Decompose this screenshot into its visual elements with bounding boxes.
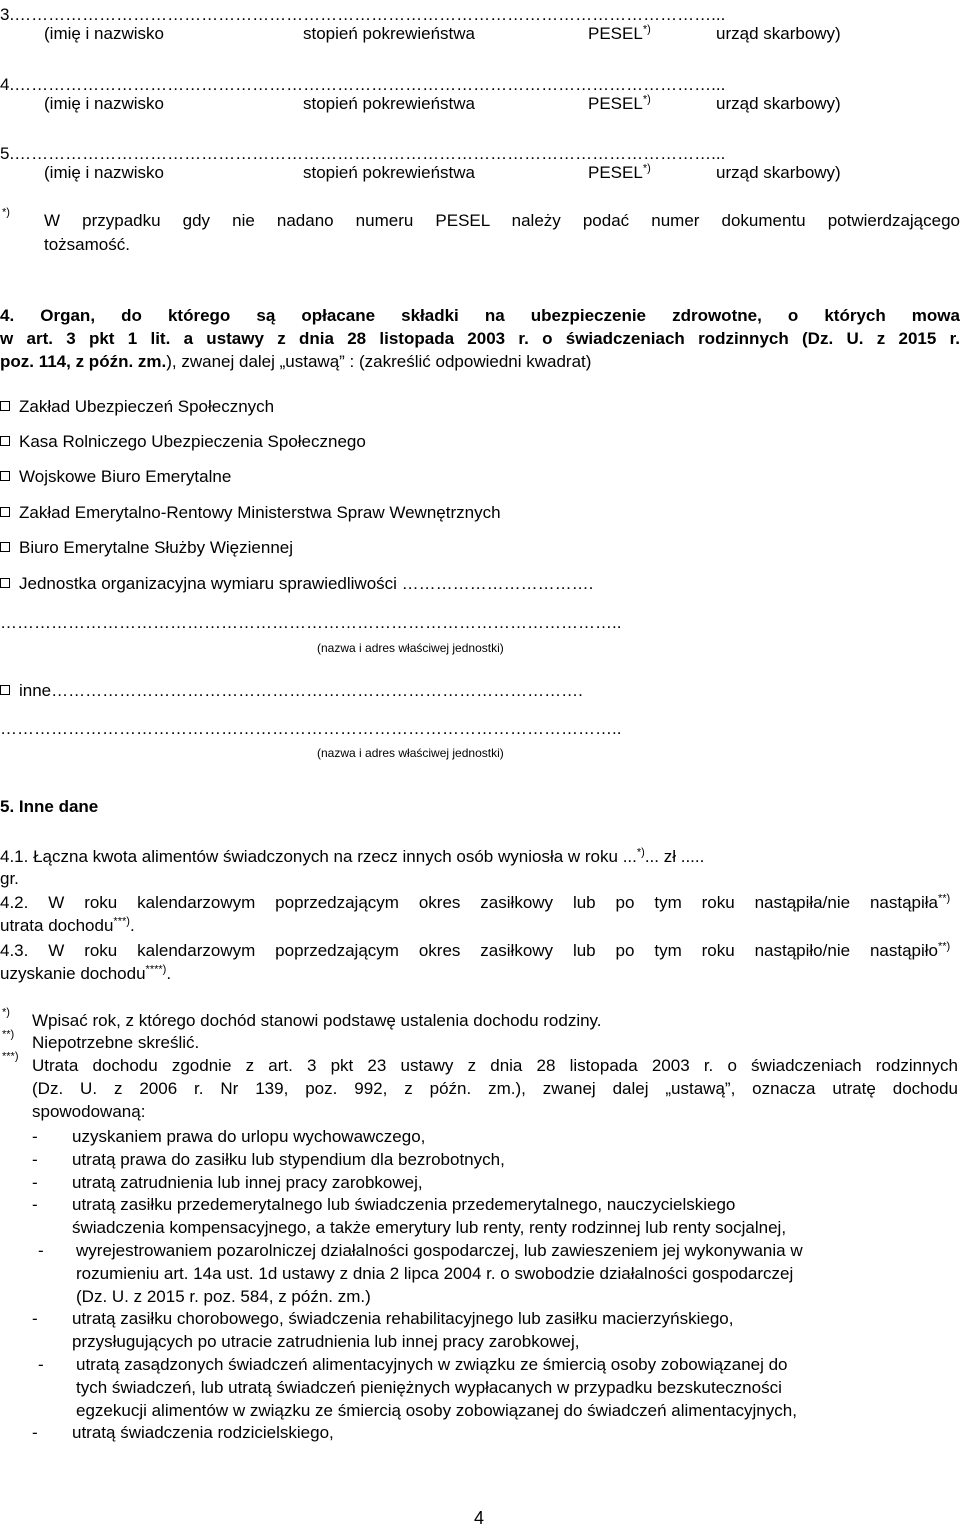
- footnote3-line3: spowodowaną:: [32, 1102, 146, 1121]
- item-4-3-line2: uzyskanie dochodu****).: [0, 963, 172, 983]
- organ-option[interactable]: [0, 537, 293, 558]
- person-office-label: urząd skarbowy): [716, 94, 841, 113]
- checkbox-icon[interactable]: [0, 685, 10, 695]
- pesel-note-line2: tożsamość.: [44, 235, 130, 254]
- footnote2-mark: **): [2, 1028, 15, 1041]
- reason-text-line: utratą zasądzonych świadczeń alimentacyjnych w związku ze śmiercią osoby zobowiązanej do: [76, 1355, 788, 1374]
- reason-text-line: rozumieniu art. 14a ust. 1d ustawy z dnia 2 lipca 2004 r. o swobodzie działalności gospodarczej: [76, 1263, 794, 1283]
- person-number-line: 5.……………………………………………………………………………………………………………...: [0, 144, 726, 163]
- item-4-2-text2: utrata dochodu: [0, 916, 114, 935]
- section4-heading-bold: poz. 114, z późn. zm.: [0, 352, 167, 371]
- reason-dash: -: [38, 1241, 44, 1260]
- section5-title: 5. Inne dane: [0, 797, 99, 816]
- checkbox-icon[interactable]: [0, 507, 10, 517]
- footnote1-text: Wpisać rok, z którego dochód stanowi podstawę ustalenia dochodu rodziny.: [32, 1011, 602, 1030]
- checkbox-icon[interactable]: [0, 542, 10, 552]
- reason-text-line: utratą zasiłku przedemerytalnego lub świadczenia przedemerytalnego, nauczycielskiego: [72, 1195, 736, 1215]
- item-4-1-tail: ... zł .....: [644, 847, 705, 866]
- item-4-3-mark2: ****): [145, 963, 167, 976]
- unit-dots-line: ………………………………………………………………………………………………..: [0, 613, 622, 632]
- page-number: 4: [474, 1508, 485, 1528]
- footnote3-line1: Utrata dochodu zgodnie z art. 3 pkt 23 ustawy z dnia 28 listopada 2003 r. o świadczeniach rodzinnych: [32, 1056, 958, 1075]
- pesel-note-line1: W przypadku gdy nie nadano numeru PESEL należy podać numer dokumentu potwierdzającego: [44, 211, 960, 230]
- item-4-1-line1: [0, 846, 960, 867]
- checkbox-icon[interactable]: [0, 471, 10, 481]
- reason-text-line: utratą świadczenia rodzicielskiego,: [72, 1423, 334, 1443]
- footnote1-mark: *): [2, 1006, 10, 1019]
- checkbox-icon[interactable]: [0, 436, 10, 446]
- item-4-2-line2: utrata dochodu***).: [0, 915, 135, 935]
- reason-text-line: (Dz. U. z 2015 r. poz. 584, z późn. zm.): [76, 1286, 371, 1306]
- item-4-1-line2: gr.: [0, 869, 19, 888]
- section4-heading-line3: [0, 351, 591, 372]
- reason-dash: -: [32, 1172, 38, 1192]
- item-4-2-line1: [0, 892, 960, 913]
- person-relation-label: stopień pokrewieństwa: [303, 94, 475, 113]
- section4-heading-line1: 4. Organ, do którego są opłacane składki na ubezpieczenie zdrowotne, o których mowa: [0, 306, 960, 325]
- item-4-2-text: 4.2. W roku kalendarzowym poprzedzającym okres zasiłkowy lub po tym roku nastąpiła/nie nastąpiła: [0, 893, 938, 912]
- reason-text-line: uzyskaniem prawa do urlopu wychowawczego,: [72, 1127, 426, 1146]
- organ-option-label: Wojskowe Biuro Emerytalne: [19, 467, 232, 486]
- reason-text-line: tych świadczeń, lub utratą świadczeń pieniężnych wypłacanych w przypadku bezskuteczności: [76, 1377, 782, 1397]
- pesel-note-mark: *): [2, 206, 10, 219]
- organ-option-label: Zakład Ubezpieczeń Społecznych: [19, 397, 275, 416]
- reason-dash: -: [32, 1127, 38, 1146]
- reason-dash: -: [38, 1355, 44, 1374]
- person-name-label: (imię i nazwisko: [44, 94, 164, 113]
- section4-heading-instruction: ), zwanej dalej „ustawą” : (zakreślić odpowiedni kwadrat): [166, 352, 592, 371]
- person-pesel-label: PESEL*): [588, 23, 651, 43]
- organ-option-other-label: inne………………………………………………………………………………….: [19, 681, 583, 700]
- item-4-3-text2: uzyskanie dochodu: [0, 964, 146, 983]
- item-4-2-mark: **): [938, 892, 951, 905]
- person-pesel-label: PESEL*): [588, 93, 651, 113]
- organ-option[interactable]: [0, 396, 274, 417]
- item-4-3-mark: **): [938, 940, 951, 953]
- organ-option[interactable]: [0, 573, 593, 594]
- reason-dash: -: [32, 1423, 38, 1443]
- person-office-label: urząd skarbowy): [716, 163, 841, 182]
- footnote3-mark: ***): [2, 1050, 19, 1063]
- organ-option-label: Kasa Rolniczego Ubezpieczenia Społecznego: [19, 432, 366, 451]
- person-pesel-label: PESEL*): [588, 162, 651, 182]
- person-relation-label: stopień pokrewieństwa: [303, 163, 475, 182]
- reason-text-line: utratą prawa do zasiłku lub stypendium dla bezrobotnych,: [72, 1149, 505, 1169]
- organ-option-label: Jednostka organizacyjna wymiaru sprawiedliwości …………………………….: [19, 574, 594, 593]
- item-4-1-text: 4.1. Łączna kwota alimentów świadczonych na rzecz innych osób wyniosła w roku ...: [0, 847, 637, 866]
- person-name-label: (imię i nazwisko: [44, 24, 164, 43]
- reason-text-line: utratą zatrudnienia lub innej pracy zarobkowej,: [72, 1172, 423, 1192]
- other-dots-line: ………………………………………………………………………………………………..: [0, 719, 622, 738]
- reason-dash: -: [32, 1309, 38, 1329]
- item-4-2-mark2: ***): [113, 915, 130, 928]
- person-office-label: urząd skarbowy): [716, 24, 841, 43]
- unit-caption: (nazwa i adres właściwej jednostki): [317, 641, 504, 655]
- footnote2-text: Niepotrzebne skreślić.: [32, 1033, 200, 1052]
- other-caption: (nazwa i adres właściwej jednostki): [317, 746, 504, 760]
- organ-option[interactable]: [0, 502, 501, 523]
- checkbox-icon[interactable]: [0, 401, 10, 411]
- item-4-3-line1: [0, 940, 960, 961]
- item-4-3-text: 4.3. W roku kalendarzowym poprzedzającym okres zasiłkowy lub po tym roku nastąpiło/nie nastąpiło: [0, 941, 938, 960]
- reason-text-line: utratą zasiłku chorobowego, świadczenia rehabilitacyjnego lub zasiłku macierzyńskiego,: [72, 1309, 734, 1329]
- reason-dash: -: [32, 1149, 38, 1169]
- person-name-label: (imię i nazwisko: [44, 163, 164, 182]
- person-relation-label: stopień pokrewieństwa: [303, 24, 475, 43]
- reason-text-line: egzekucji alimentów w związku ze śmiercią osoby zobowiązanej do świadczeń alimentacyjnych,: [76, 1400, 797, 1420]
- organ-option-label: Biuro Emerytalne Służby Więziennej: [19, 538, 294, 557]
- reason-text-line: wyrejestrowaniem pozarolniczej działalności gospodarczej, lub zawieszeniem jej wykonywania w: [76, 1241, 803, 1260]
- item-4-1-mark: *): [636, 846, 645, 859]
- reason-text-line: przysługujących po utracie zatrudnienia lub innej pracy zarobkowej,: [72, 1332, 580, 1352]
- reason-text-line: świadczenia kompensacyjnego, a także emerytury lub renty, renty rodzinnej lub renty socjalnej,: [72, 1218, 787, 1238]
- footnote3-line2: (Dz. U. z 2006 r. Nr 139, poz. 992, z późn. zm.), zwanej dalej „ustawą”, oznacza utratę dochodu: [32, 1079, 958, 1098]
- person-number-line: 3.……………………………………………………………………………………………………………...: [0, 5, 726, 24]
- organ-option-label: Zakład Emerytalno-Rentowy Ministerstwa Spraw Wewnętrznych: [19, 503, 501, 522]
- section4-heading-line2: w art. 3 pkt 1 lit. a ustawy z dnia 28 listopada 2003 r. o świadczeniach rodzinnych (Dz. U. z 2015 r.: [0, 329, 960, 348]
- organ-option-other[interactable]: [0, 680, 583, 701]
- person-number-line: 4.……………………………………………………………………………………………………………...: [0, 75, 726, 94]
- organ-option[interactable]: [0, 466, 231, 487]
- checkbox-icon[interactable]: [0, 578, 10, 588]
- organ-option[interactable]: [0, 431, 366, 452]
- reason-dash: -: [32, 1195, 38, 1215]
